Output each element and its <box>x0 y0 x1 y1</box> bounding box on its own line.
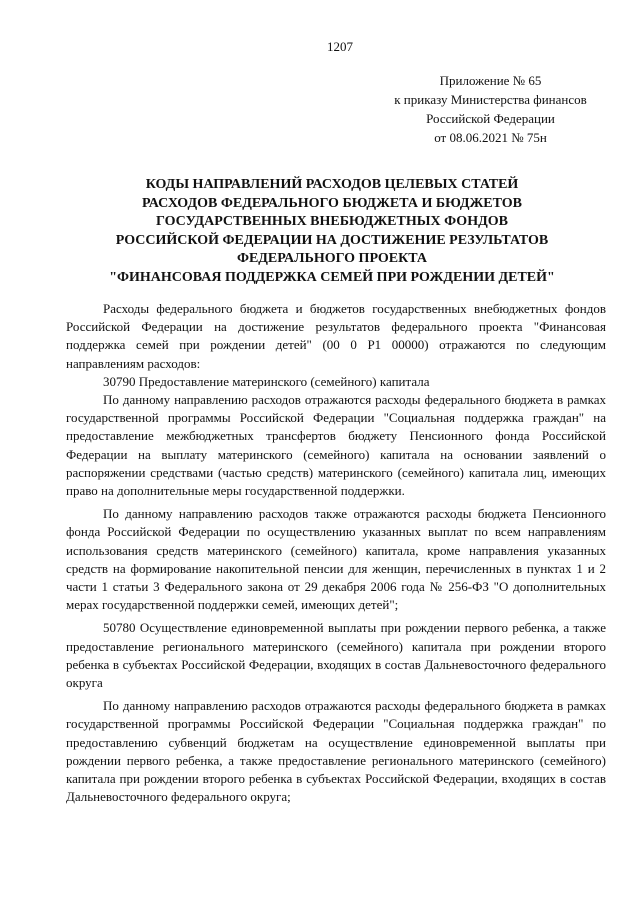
title-line-2: РАСХОДОВ ФЕДЕРАЛЬНОГО БЮДЖЕТА И БЮДЖЕТОВ <box>141 195 523 211</box>
document-title <box>60 176 604 287</box>
appendix-order: к приказу Министерства финансов <box>394 92 587 107</box>
title-line-1: КОДЫ НАПРАВЛЕНИЙ РАСХОДОВ ЦЕЛЕВЫХ СТАТЕЙ <box>145 177 519 192</box>
appendix-number: Приложение № 65 <box>439 73 542 88</box>
page-number: 1207 <box>327 39 353 54</box>
code-30790-heading: 30790 Предоставление материнского (семейного) капитала <box>103 373 430 389</box>
code-50780-heading: 50780 Осуществление единовременной выплаты при рождении первого ребенка, а также предоставление регионального материнского (семейного) капитала при рождении второго ребенка в субъектах Российской Федерации, входящих в состав Дальневосточного федерального округа <box>66 620 606 691</box>
code-50780-description: По данному направлению расходов отражаются расходы федерального бюджета в рамках государственной программы Российской Федерации "Социальная поддержка граждан" по предоставлению субвенций бюджетам на осуществление единовременной выплаты при рождении первого ребенка, а также предоставление регионального материнского (семейного) капитала при рождении второго ребенка в субъектах Российской Федерации, входящих в состав Дальневосточного федерального округа; <box>66 698 606 805</box>
intro-paragraph: Расходы федерального бюджета и бюджетов государственных внебюджетных фондов Российской Федерации на достижение результатов федерального проекта "Финансовая поддержка семей при рождении детей" (00 0 P1 00000) отражаются по следующим направлениям расходов: <box>66 301 606 371</box>
title-line-4: РОССИЙСКОЙ ФЕДЕРАЦИИ НА ДОСТИЖЕНИЕ РЕЗУЛЬТАТОВ <box>115 232 549 248</box>
appendix-date: от 08.06.2021 № 75н <box>434 130 547 145</box>
document-body <box>66 300 606 806</box>
title-line-3: ГОСУДАРСТВЕННЫХ ВНЕБЮДЖЕТНЫХ ФОНДОВ <box>156 214 508 229</box>
code-30790-description: По данному направлению расходов отражаются расходы федерального бюджета в рамках государственной программы Российской Федерации "Социальная поддержка граждан" на предоставление межбюджетных трансфертов бюджету Пенсионного фонда Российской Федерации на выплату материнского (семейного) капитала на основании заявлений о распоряжении средствами (частью средств) материнского (семейного) капитала лиц, имеющих право на дополнительные меры государственной поддержки. <box>66 392 606 499</box>
appendix-block <box>368 71 613 147</box>
appendix-authority: Российской Федерации <box>426 111 555 126</box>
title-line-6: "ФИНАНСОВАЯ ПОДДЕРЖКА СЕМЕЙ ПРИ РОЖДЕНИИ ДЕТЕЙ" <box>109 269 555 285</box>
title-line-5: ФЕДЕРАЛЬНОГО ПРОЕКТА <box>236 251 428 266</box>
code-30790-additional: По данному направлению расходов также отражаются расходы бюджета Пенсионного фонда Российской Федерации по осуществлению указанных выплат по всем направлениям использования средств материнского (семейного) капитала, кроме направления указанных средств на формирование накопительной пенсии для женщин, перечисленных в пунктах 1 и 2 части 1 статьи 3 Федерального закона от 29 декабря 2006 года № 256-ФЗ "О дополнительных мерах государственной поддержки семей, имеющих детей"; <box>66 506 606 613</box>
